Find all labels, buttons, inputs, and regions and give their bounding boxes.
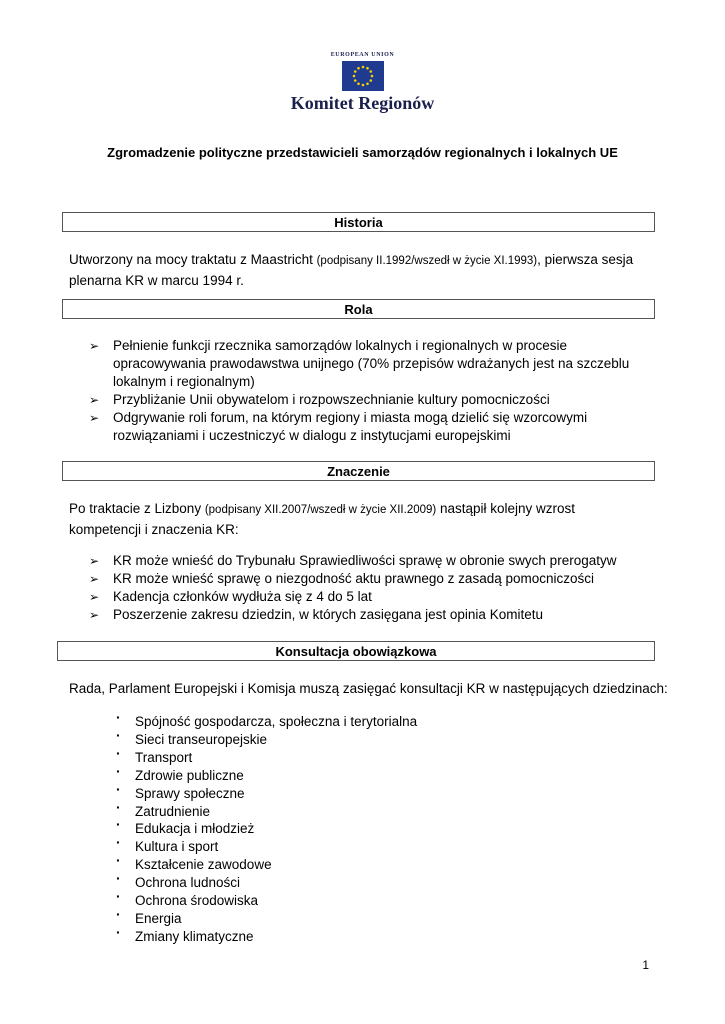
section-heading-rola: Rola xyxy=(62,299,655,319)
list-item: · Energia xyxy=(114,910,614,928)
section-heading-konsultacja: Konsultacja obowiązkowa xyxy=(57,641,655,661)
eu-star-icon xyxy=(361,66,364,69)
list-item: · Spójność gospodarcza, społeczna i terytorialna xyxy=(114,713,614,731)
historia-text-small: (podpisany II.1992/wszedł w życie XI.1993) xyxy=(316,255,538,267)
historia-text-b: , pierwsza sesja plenarna KR w marcu 1994 r. xyxy=(69,252,634,288)
eu-star-icon xyxy=(369,79,372,82)
znaczenie-text-a: Po traktacie z Lizbony xyxy=(69,501,205,516)
znaczenie-text-small: (podpisany XII.2007/wszedł w życie XII.2009) xyxy=(204,504,437,516)
znaczenie-paragraph xyxy=(69,499,649,539)
eu-star-icon xyxy=(357,67,360,70)
eu-star-icon xyxy=(352,75,355,78)
list-item: · Ochrona ludności xyxy=(114,874,614,892)
list-item: · Zdrowie publiczne xyxy=(114,767,614,785)
list-item: · Sieci transeuropejskie xyxy=(114,731,614,749)
eu-star-icon xyxy=(357,82,360,85)
page-title: Zgromadzenie polityczne przedstawicieli samorządów regionalnych i lokalnych UE xyxy=(107,145,618,160)
list-item: ➢ Przybliżanie Unii obywatelom i rozpowszechnianie kultury pomocniczości xyxy=(89,391,649,409)
list-item: ➢ Poszerzenie zakresu dziedzin, w których zasięgana jest opinia Komitetu xyxy=(89,606,659,624)
historia-paragraph xyxy=(69,250,659,290)
section-heading-historia: Historia xyxy=(62,212,655,232)
eu-star-icon xyxy=(370,75,373,78)
historia-text-a: Utworzony na mocy traktatu z Maastricht xyxy=(69,252,317,267)
list-item: · Edukacja i młodzież xyxy=(114,820,614,838)
eu-star-icon xyxy=(369,70,372,73)
konsultacja-list xyxy=(114,713,614,946)
eu-flag-icon xyxy=(342,61,384,91)
list-item: · Transport xyxy=(114,749,614,767)
list-item: ➢ Pełnienie funkcji rzecznika samorządów lokalnych i regionalnych w procesie opracowywania prawodawstwa unijnego (70% przepisów wdrażanych jest na szczeblu lokalnym i regionalnym) xyxy=(89,337,649,391)
list-item: · Sprawy społeczne xyxy=(114,785,614,803)
list-item: · Zmiany klimatyczne xyxy=(114,928,614,946)
list-item: · Zatrudnienie xyxy=(114,803,614,821)
logo xyxy=(0,52,725,114)
list-item: ➢ KR może wnieść do Trybunału Sprawiedliwości sprawę w obronie swych prerogatyw xyxy=(89,552,659,570)
eu-star-icon xyxy=(366,67,369,70)
eu-star-icon xyxy=(353,79,356,82)
list-item: · Kształcenie zawodowe xyxy=(114,856,614,874)
list-item: ➢ Odgrywanie roli forum, na którym regiony i miasta mogą dzielić się wzorcowymi rozwiązaniami i uczestniczyć w dialogu z instytucjami europejskimi xyxy=(89,409,649,445)
znaczenie-list xyxy=(89,552,659,624)
eu-star-icon xyxy=(361,84,364,87)
rola-list xyxy=(89,337,649,445)
eu-star-icon xyxy=(353,70,356,73)
list-item: ➢ KR może wnieść sprawę o niezgodność aktu prawnego z zasadą pomocniczości xyxy=(89,570,659,588)
list-item: · Kultura i sport xyxy=(114,838,614,856)
logo-name: Komitet Regionów xyxy=(290,93,435,113)
section-heading-znaczenie: Znaczenie xyxy=(62,461,655,481)
konsultacja-intro: Rada, Parlament Europejski i Komisja muszą zasięgać konsultacji KR w następujących dziedzinach: xyxy=(69,681,668,696)
list-item: ➢ Kadencja członków wydłuża się z 4 do 5 lat xyxy=(89,588,659,606)
logo-eu-label: EUROPEAN UNION xyxy=(330,52,395,58)
list-item: · Ochrona środowiska xyxy=(114,892,614,910)
eu-star-icon xyxy=(366,82,369,85)
page-number: 1 xyxy=(642,958,649,972)
znaczenie-text-b: nastąpił kolejny wzrost kompetencji i znaczenia KR: xyxy=(69,501,576,537)
